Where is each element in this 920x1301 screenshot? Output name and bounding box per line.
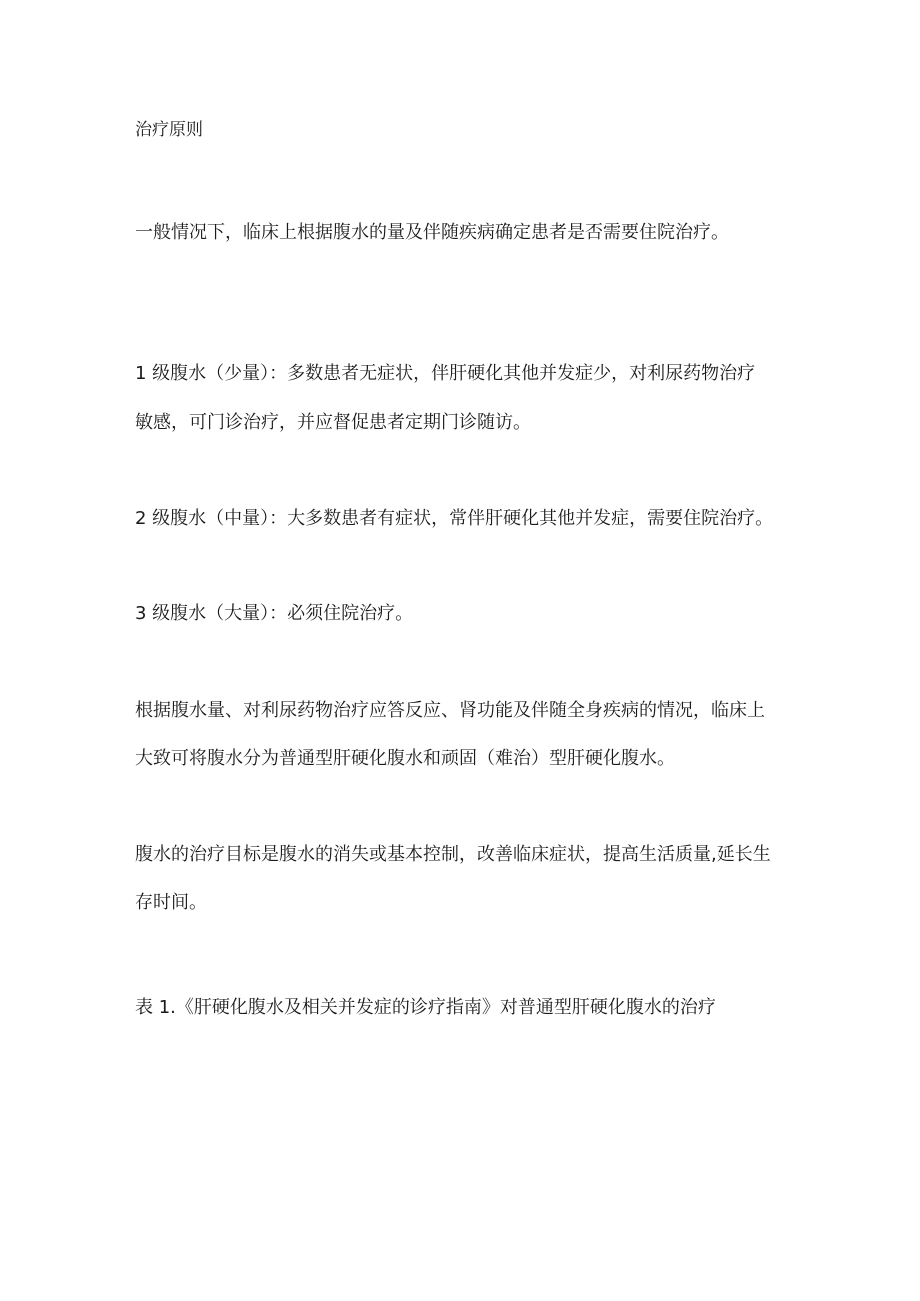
table-caption: 表 1.《肝硬化腹水及相关并发症的诊疗指南》对普通型肝硬化腹水的治疗: [135, 997, 716, 1018]
grade3-paragraph: 3 级腹水（大量）：必须住院治疗。: [135, 603, 414, 624]
goal-paragraph-line1: 腹水的治疗目标是腹水的消失或基本控制，改善临床症状，提高生活质量,延长生: [135, 844, 771, 865]
grade2-paragraph: 2 级腹水（中量）：大多数患者有症状，常伴肝硬化其他并发症，需要住院治疗。: [135, 508, 774, 529]
grade1-paragraph-line2: 敏感，可门诊治疗，并应督促患者定期门诊随访。: [135, 412, 531, 433]
classification-paragraph-line2: 大致可将腹水分为普通型肝硬化腹水和顽固（难治）型肝硬化腹水。: [135, 748, 675, 769]
intro-paragraph: 一般情况下，临床上根据腹水的量及伴随疾病确定患者是否需要住院治疗。: [135, 222, 729, 243]
goal-paragraph-line2: 存时间。: [135, 892, 207, 913]
grade1-paragraph-line1: 1 级腹水（少量）：多数患者无症状，伴肝硬化其他并发症少，对利尿药物治疗: [135, 363, 756, 384]
classification-paragraph-line1: 根据腹水量、对利尿药物治疗应答反应、肾功能及伴随全身疾病的情况，临床上: [135, 700, 765, 721]
section-heading: 治疗原则: [135, 120, 203, 140]
